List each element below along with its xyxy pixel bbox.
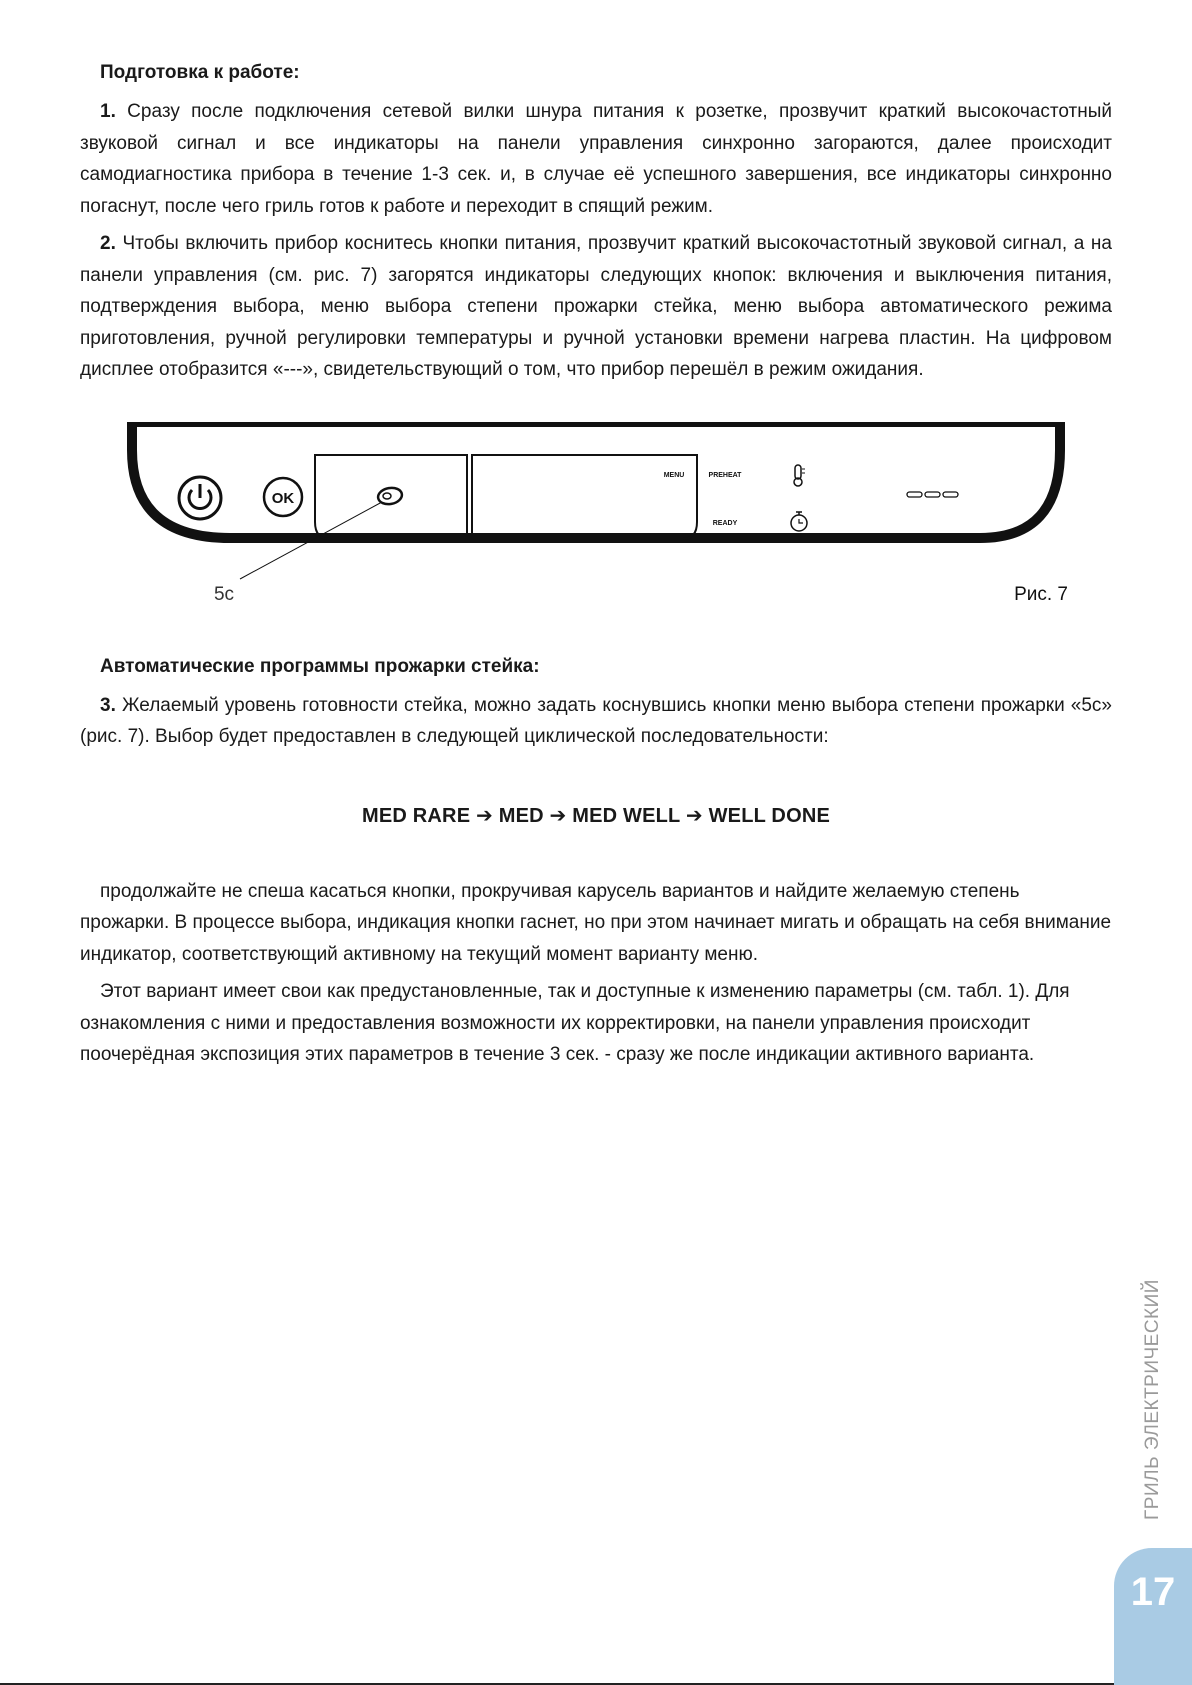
paragraph-1-text: Сразу после подключения сетевой вилки шнура питания к розетке, прозвучит краткий высокочастотный звуковой сигнал и все индикаторы на панели управления синхронно загораются, далее происходит самодиагностика прибора в течение 1-3 сек. и, в случае её успешного завершения, все индикаторы синхронно погаснут, после чего гриль готов к работе и переходит в спящий режим. (80, 101, 1112, 217)
paragraph-2 (80, 228, 1112, 386)
paragraph-3 (80, 690, 1112, 753)
page-number-tab (1114, 1548, 1192, 1685)
menu-label: MENU (663, 471, 685, 479)
control-panel-figure (80, 422, 1112, 652)
control-panel-diagram (80, 422, 1112, 652)
callout-label-5c: 5c (213, 583, 235, 605)
digital-display (907, 492, 958, 497)
paragraph-3-text: Желаемый уровень готовности стейка, можно задать коснувшись кнопки меню выбора степени прожарки «5c» (рис. 7). Выбор будет предоставлен в следующей циклической последовательности: (80, 694, 1112, 747)
ok-label: OK (271, 489, 295, 507)
power-icon (179, 477, 221, 519)
figure-caption: Рис. 7 (1014, 583, 1068, 605)
paragraph-5: Этот вариант имеет свои как предустановленные, так и доступные к изменению параметры (см. табл. 1). Для ознакомления с ними и предоставления возможности их корректировки, на панели управления происходит поочерёдная экспозиция этих параметров в течение 3 сек. - сразу же после индикации активного варианта. (80, 981, 1070, 1065)
section-heading-preparation: Подготовка к работе: (100, 62, 300, 83)
paragraph-1-number: 1. (100, 101, 116, 122)
paragraph-2-text: Чтобы включить прибор коснитесь кнопки питания, прозвучит краткий высокочастотный звуковой сигнал, а на панели управления (см. рис. 7) загорятся индикаторы следующих кнопок: включения и выключения питания, подтверждения выбора, меню выбора степени прожарки стейка, меню выбора автоматического режима приготовления, ручной регулировки температуры и ручной установки времени нагрева пластин. На цифровом дисплее отобразится «---», свидетельствующий о том, что прибор перешёл в режим ожидания. (80, 233, 1112, 380)
paragraph-1 (80, 96, 1112, 222)
thermometer-icon (794, 465, 805, 486)
doneness-sequence: MED RARE ➔ MED ➔ MED WELL ➔ WELL DONE (361, 804, 831, 827)
menu-button-box (472, 455, 697, 539)
side-section-label: ГРИЛЬ ЭЛЕКТРИЧЕСКИЙ (1142, 1279, 1163, 1520)
page-content (80, 58, 1112, 1077)
timer-icon (791, 512, 807, 531)
panel-outline (132, 422, 1060, 538)
paragraph-2-number: 2. (100, 233, 116, 254)
section-heading-auto-programs: Автоматические программы прожарки стейка: (100, 655, 540, 677)
paragraph-3-number: 3. (100, 694, 116, 716)
preheat-label: PREHEAT (708, 471, 742, 479)
paragraph-4: продолжайте не спеша касаться кнопки, прокручивая карусель вариантов и найдите желаемую степень прожарки. В процессе выбора, индикация кнопки гаснет, но при этом начинает мигать и обращать на себя внимание индикатор, соответствующий активному на текущий момент варианту меню. (80, 880, 1112, 965)
page-number: 17 (1130, 1570, 1176, 1614)
ready-label: READY (712, 519, 738, 527)
